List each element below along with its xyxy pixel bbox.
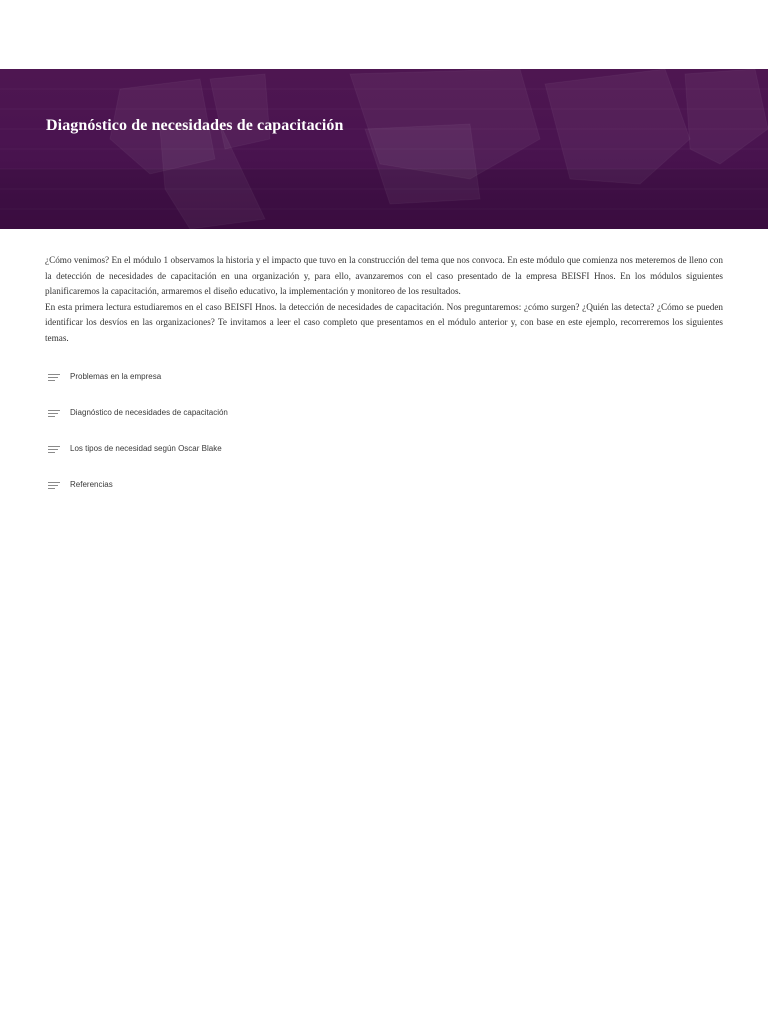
topic-link-problemas[interactable] <box>48 370 728 406</box>
topic-label: Referencias <box>70 480 113 489</box>
header-banner <box>0 69 768 229</box>
topic-label: Diagnóstico de necesidades de capacitación <box>70 408 228 417</box>
intro-paragraph: ¿Cómo venimos? En el módulo 1 observamos la historia y el impacto que tuvo en la construcción del tema que nos convoca. En este módulo que comienza nos meteremos de lleno con la detección de necesidades de capacitación en una organización y, para ello, avanzaremos con el caso presentado de la empresa BEISFI Hnos. En los módulos siguientes planificaremos la capacitación, armaremos el diseño educativo, la implementación y monitoreo de los resultados. <box>45 255 723 297</box>
text-lines-icon <box>48 481 60 491</box>
text-lines-icon <box>48 373 60 383</box>
intro-paragraph: En esta primera lectura estudiaremos en el caso BEISFI Hnos. la detección de necesidades de capacitación. Nos preguntaremos: ¿cómo surgen? ¿Quién las detecta? ¿Cómo se pueden identificar los desvíos en las organizaciones? Te invitamos a leer el caso completo que presentamos en el módulo anterior y, con base en este ejemplo, recorreremos los siguientes temas. <box>45 301 723 343</box>
topic-link-tipos-necesidad[interactable] <box>48 442 728 478</box>
topic-link-referencias[interactable] <box>48 478 728 514</box>
topics-list <box>48 370 728 514</box>
intro-text <box>45 253 723 347</box>
banner-background-illustration <box>0 69 768 229</box>
text-lines-icon <box>48 445 60 455</box>
topic-label: Problemas en la empresa <box>70 372 162 381</box>
text-lines-icon <box>48 409 60 419</box>
page-title: Diagnóstico de necesidades de capacitación <box>46 117 344 134</box>
topic-label: Los tipos de necesidad según Oscar Blake <box>70 444 222 453</box>
topic-link-diagnostico[interactable] <box>48 406 728 442</box>
